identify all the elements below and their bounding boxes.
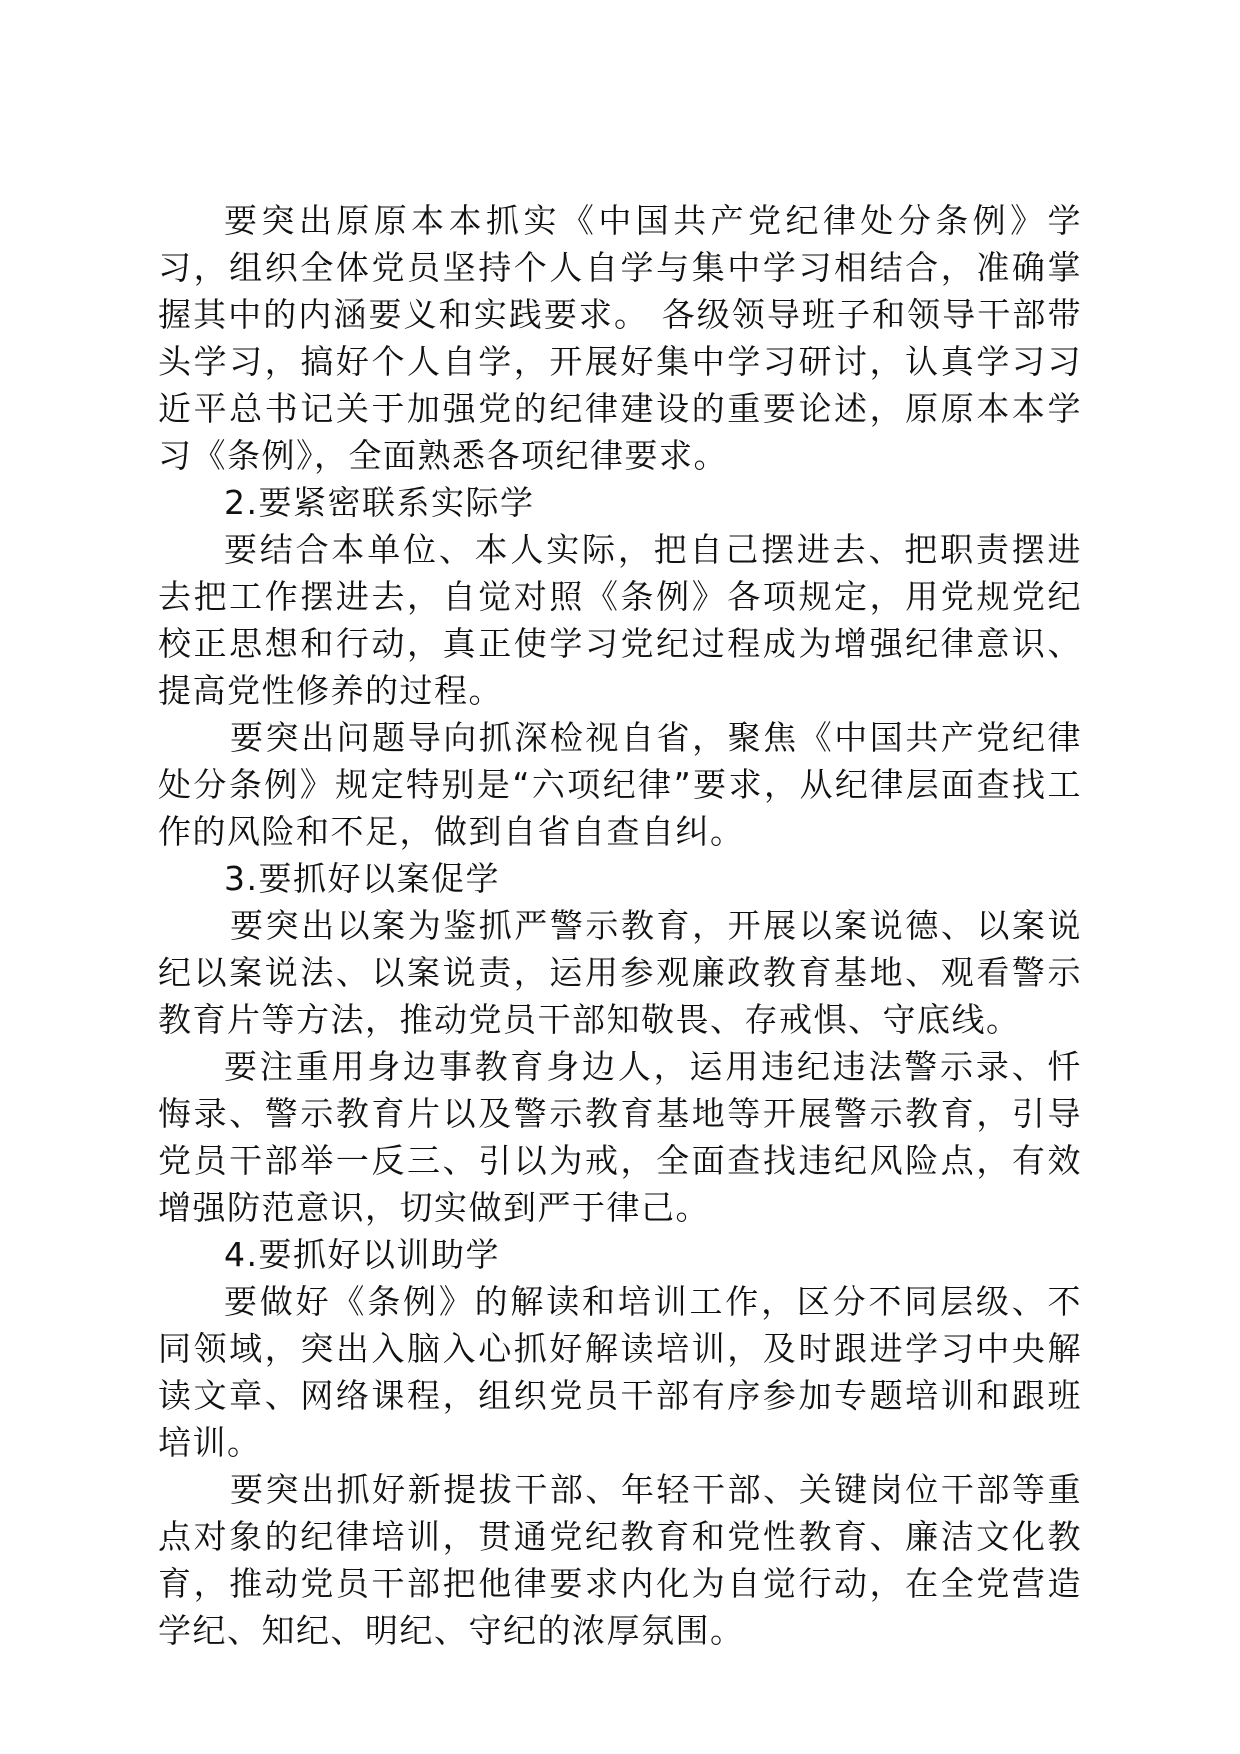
paragraph-case-education: 要注重用身边事教育身边人，运用违纪违法警示录、忏悔录、警示教育片以及警示教育基地等开展警示教育，引导党员干部举一反三、引以为戒，全面查找违纪风险点，有效增强防范意识，切实做到严于律己。 xyxy=(158,1047,1082,1227)
paragraph-warning-education: 要突出以案为鉴抓严警示教育，开展以案说德、以案说纪以案说法、以案说责，运用参观廉政教育基地、观看警示教育片等方法，推动党员干部知敬畏、存戒惧、守底线。 xyxy=(158,906,1082,1039)
paragraph-problem-oriented: 要突出问题导向抓深检视自省，聚焦《中国共产党纪律处分条例》规定特别是“六项纪律”要求，从纪律层面查找工作的风险和不足，做到自省自查自纠。 xyxy=(158,718,1082,851)
document-body xyxy=(158,197,1082,1654)
heading-section-2: 2.要紧密联系实际学 xyxy=(224,483,535,522)
heading-section-3: 3.要抓好以案促学 xyxy=(224,859,500,898)
heading-section-4: 4.要抓好以训助学 xyxy=(224,1235,500,1274)
paragraph-key-cadres-training: 要突出抓好新提拔干部、年轻干部、关键岗位干部等重点对象的纪律培训，贯通党纪教育和党性教育、廉洁文化教育，推动党员干部把他律要求内化为自觉行动，在全党营造学纪、知纪、明纪、守纪的浓厚氛围。 xyxy=(158,1470,1082,1650)
paragraph-link-practice: 要结合本单位、本人实际，把自己摆进去、把职责摆进去把工作摆进去，自觉对照《条例》各项规定，用党规党纪校正思想和行动，真正使学习党纪过程成为增强纪律意识、提高党性修养的过程。 xyxy=(158,530,1082,710)
paragraph-study-regulations: 要突出原原本本抓实《中国共产党纪律处分条例》学习，组织全体党员坚持个人自学与集中学习相结合，准确掌握其中的内涵要义和实践要求。 各级领导班子和领导干部带头学习，搞好个人自学，开展好集中学习研讨，认真学习习近平总书记关于加强党的纪律建设的重要论述，原原本本学习《条例》，全面熟悉各项纪律要求。 xyxy=(158,201,1082,475)
paragraph-training: 要做好《条例》的解读和培训工作，区分不同层级、不同领域，突出入脑入心抓好解读培训，及时跟进学习中央解读文章、网络课程，组织党员干部有序参加专题培训和跟班培训。 xyxy=(158,1282,1082,1462)
